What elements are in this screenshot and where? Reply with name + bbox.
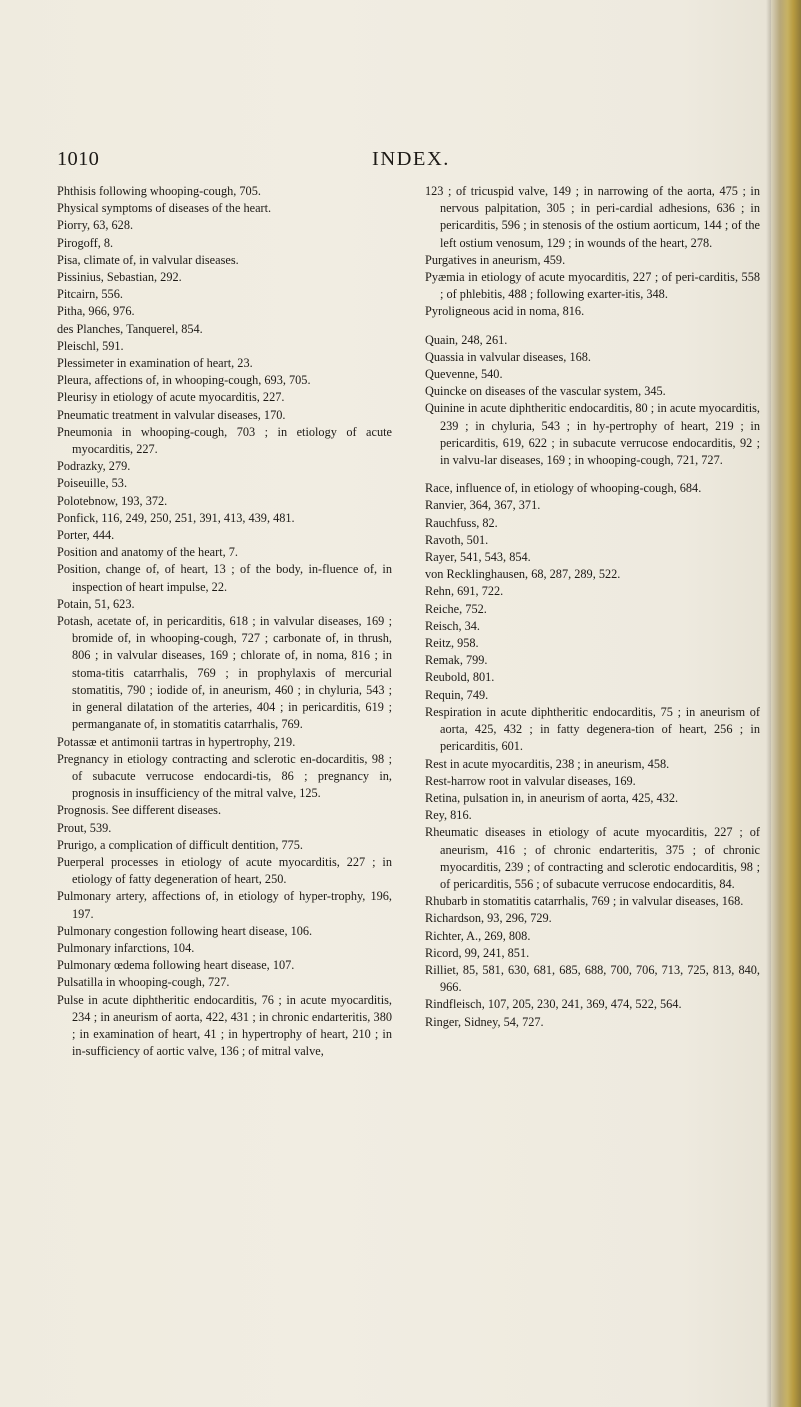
index-entry: Polotebnow, 193, 372. [57, 493, 168, 508]
book-spine [771, 0, 801, 1407]
index-entry: Potash, acetate of, in pericarditis, 618 ; in valvular diseases, 169 ; bromide of, in whooping-cough, 727 ; carbonate of, in thrush, 806 ; in valvular diseases, 169 ; chlorate of, in noma, 816 ; in stoma-titis catarrhalis, 769 ; in prophylaxis of mercurial stomatitis, 790 ; iodide of, in aneurism, 460 ; in chyluria, 543 ; in general dilatation of the arteries, 404 ; in pericarditis, 619 ; permanganate of, in stomatitis catarrhalis, 769. [57, 614, 392, 732]
index-entry: Quassia in valvular diseases, 168. [425, 349, 591, 364]
index-entry: Pneumonia in whooping-cough, 703 ; in etiology of acute myocarditis, 227. [57, 424, 392, 457]
index-entry: Piorry, 63, 628. [57, 218, 134, 233]
index-entry: Pisa, climate of, in valvular diseases. [57, 252, 239, 267]
index-entry: Prurigo, a complication of difficult dentition, 775. [57, 837, 304, 852]
index-entry: Quain, 248, 261. [425, 332, 508, 347]
index-entry: Race, influence of, in etiology of whooping-cough, 684. [425, 481, 702, 496]
index-entry: Podrazky, 279. [57, 459, 131, 474]
index-column-right [425, 183, 760, 1031]
index-entry: Reiche, 752. [425, 601, 487, 616]
index-entry: Potassæ et antimonii tartras in hypertrophy, 219. [57, 734, 296, 749]
index-entry: Ranvier, 364, 367, 371. [425, 498, 541, 513]
index-entry: Ponfick, 116, 249, 250, 251, 391, 413, 439, 481. [57, 510, 295, 525]
index-entry: Pyroligneous acid in noma, 816. [425, 304, 585, 319]
index-entry: Porter, 444. [57, 528, 115, 543]
index-entry: Remak, 799. [425, 653, 488, 668]
index-entry: Rilliet, 85, 581, 630, 681, 685, 688, 700, 706, 713, 725, 813, 840, 966. [425, 962, 760, 995]
index-entry: Rhubarb in stomatitis catarrhalis, 769 ; in valvular diseases, 168. [425, 894, 744, 909]
index-entry: Pulmonary congestion following heart disease, 106. [57, 923, 313, 938]
index-entry: Requin, 749. [425, 687, 489, 702]
index-column-left [57, 183, 392, 1060]
index-entry: Rehn, 691, 722. [425, 584, 504, 599]
index-entry: Rindfleisch, 107, 205, 230, 241, 369, 474, 522, 564. [425, 997, 682, 1012]
index-entry: Prout, 539. [57, 820, 112, 835]
index-entry: Rest-harrow root in valvular diseases, 169. [425, 773, 636, 788]
index-entry: Purgatives in aneurism, 459. [425, 252, 566, 267]
index-entry: Prognosis. See different diseases. [57, 803, 222, 818]
index-entry: Quincke on diseases of the vascular system, 345. [425, 384, 666, 399]
index-entry: Respiration in acute diphtheritic endocarditis, 75 ; in aneurism of aorta, 425, 432 ; in fatty degenera-tion of heart, 256 ; in pericarditis, 601. [425, 704, 760, 754]
page-number: 1010 [57, 148, 100, 170]
index-entry: Pulmonary œdema following heart disease, 107. [57, 958, 295, 973]
index-entry: Potain, 51, 623. [57, 596, 135, 611]
page-header [0, 146, 765, 172]
index-entry: Pulmonary infarctions, 104. [57, 940, 195, 955]
index-entry: Rest in acute myocarditis, 238 ; in aneurism, 458. [425, 756, 670, 771]
index-entry: Pulmonary artery, affections of, in etiology of hyper-trophy, 196, 197. [57, 889, 392, 921]
index-entry: 123 ; of tricuspid valve, 149 ; in narrowing of the aorta, 475 ; in nervous palpitation, 305 ; in peri-cardial adhesions, 636 ; in pericarditis, 596 ; in stenosis of the ostium aorticum, 144 ; of the left ostium venosum, 129 ; in wounds of the heart, 278. [425, 184, 760, 250]
index-entry: Retina, pulsation in, in aneurism of aorta, 425, 432. [425, 790, 679, 805]
index-entry: Quinine in acute diphtheritic endocarditis, 80 ; in acute myocarditis, 239 ; in chyluria, 543 ; in hy-pertrophy of heart, 219 ; in pericarditis, 619, 622 ; in subacute verrucose endocarditis, 92 ; in valvu-lar diseases, 169 ; in whooping-cough, 721, 727. [425, 401, 760, 468]
index-entry: Pirogoff, 8. [57, 235, 114, 250]
index-entry: Pleurisy in etiology of acute myocarditis, 227. [57, 390, 285, 405]
index-entry: Reisch, 34. [425, 618, 480, 633]
index-entry: Physical symptoms of diseases of the heart. [57, 201, 272, 216]
index-entry: Pulsatilla in whooping-cough, 727. [57, 975, 230, 990]
index-entry: Pitcairn, 556. [57, 287, 123, 302]
index-entry: Phthisis following whooping-cough, 705. [57, 184, 261, 198]
index-entry: Pissinius, Sebastian, 292. [57, 270, 182, 285]
index-entry: Position, change of, of heart, 13 ; of the body, in-fluence of, in inspection of heart impulse, 22. [57, 562, 392, 594]
index-entry: Pneumatic treatment in valvular diseases, 170. [57, 407, 286, 422]
index-entry: Rayer, 541, 543, 854. [425, 550, 531, 565]
index-entry: Quevenne, 540. [425, 367, 503, 382]
index-entry: Pleischl, 591. [57, 338, 124, 353]
index-entry: Ricord, 99, 241, 851. [425, 945, 530, 960]
index-entry: Reitz, 958. [425, 636, 479, 651]
index-entry: von Recklinghausen, 68, 287, 289, 522. [425, 567, 621, 582]
index-entry: Pulse in acute diphtheritic endocarditis, 76 ; in acute myocarditis, 234 ; in aneurism of aorta, 422, 431 ; in chronic endarteritis, 380 ; in examination of heart, 41 ; in hypertrophy of heart, 210 ; in in-sufficiency of aortic valve, 136 ; of mitral valve, [57, 992, 392, 1059]
index-entry: Rey, 816. [425, 808, 472, 823]
index-entry: des Planches, Tanquerel, 854. [57, 321, 203, 336]
index-entry: Richter, A., 269, 808. [425, 928, 531, 943]
index-entry: Plessimeter in examination of heart, 23. [57, 356, 253, 371]
index-entry: Rauchfuss, 82. [425, 515, 498, 530]
index-entry: Ravoth, 501. [425, 532, 489, 547]
index-entry: Puerperal processes in etiology of acute myocarditis, 227 ; in etiology of fatty degeneration of heart, 250. [57, 854, 392, 887]
index-entry: Pregnancy in etiology contracting and sclerotic en-docarditis, 98 ; of subacute verrucose endocardi-tis, 86 ; pregnancy in, prognosis in insufficiency of the mitral valve, 125. [57, 751, 392, 801]
index-entry: Pitha, 966, 976. [57, 304, 135, 319]
index-entry: Rheumatic diseases in etiology of acute myocarditis, 227 ; of aneurism, 416 ; of chronic endarteritis, 375 ; of chronic myocarditis, 239 ; of contracting and sclerotic endocarditis, 98 ; of pericarditis, 556 ; of subacute verrucose endocarditis, 84. [425, 825, 760, 891]
running-head: INDEX. [372, 148, 450, 170]
index-entry: Position and anatomy of the heart, 7. [57, 545, 239, 560]
index-entry: Reubold, 801. [425, 670, 495, 685]
index-entry: Richardson, 93, 296, 729. [425, 911, 552, 926]
index-entry: Pyæmia in etiology of acute myocarditis, 227 ; of peri-carditis, 558 ; of phlebitis, 488 ; following exarter-itis, 348. [425, 270, 760, 302]
index-entry: Poiseuille, 53. [57, 476, 128, 491]
index-entry: Ringer, Sidney, 54, 727. [425, 1014, 544, 1029]
index-entry: Pleura, affections of, in whooping-cough, 693, 705. [57, 373, 311, 388]
